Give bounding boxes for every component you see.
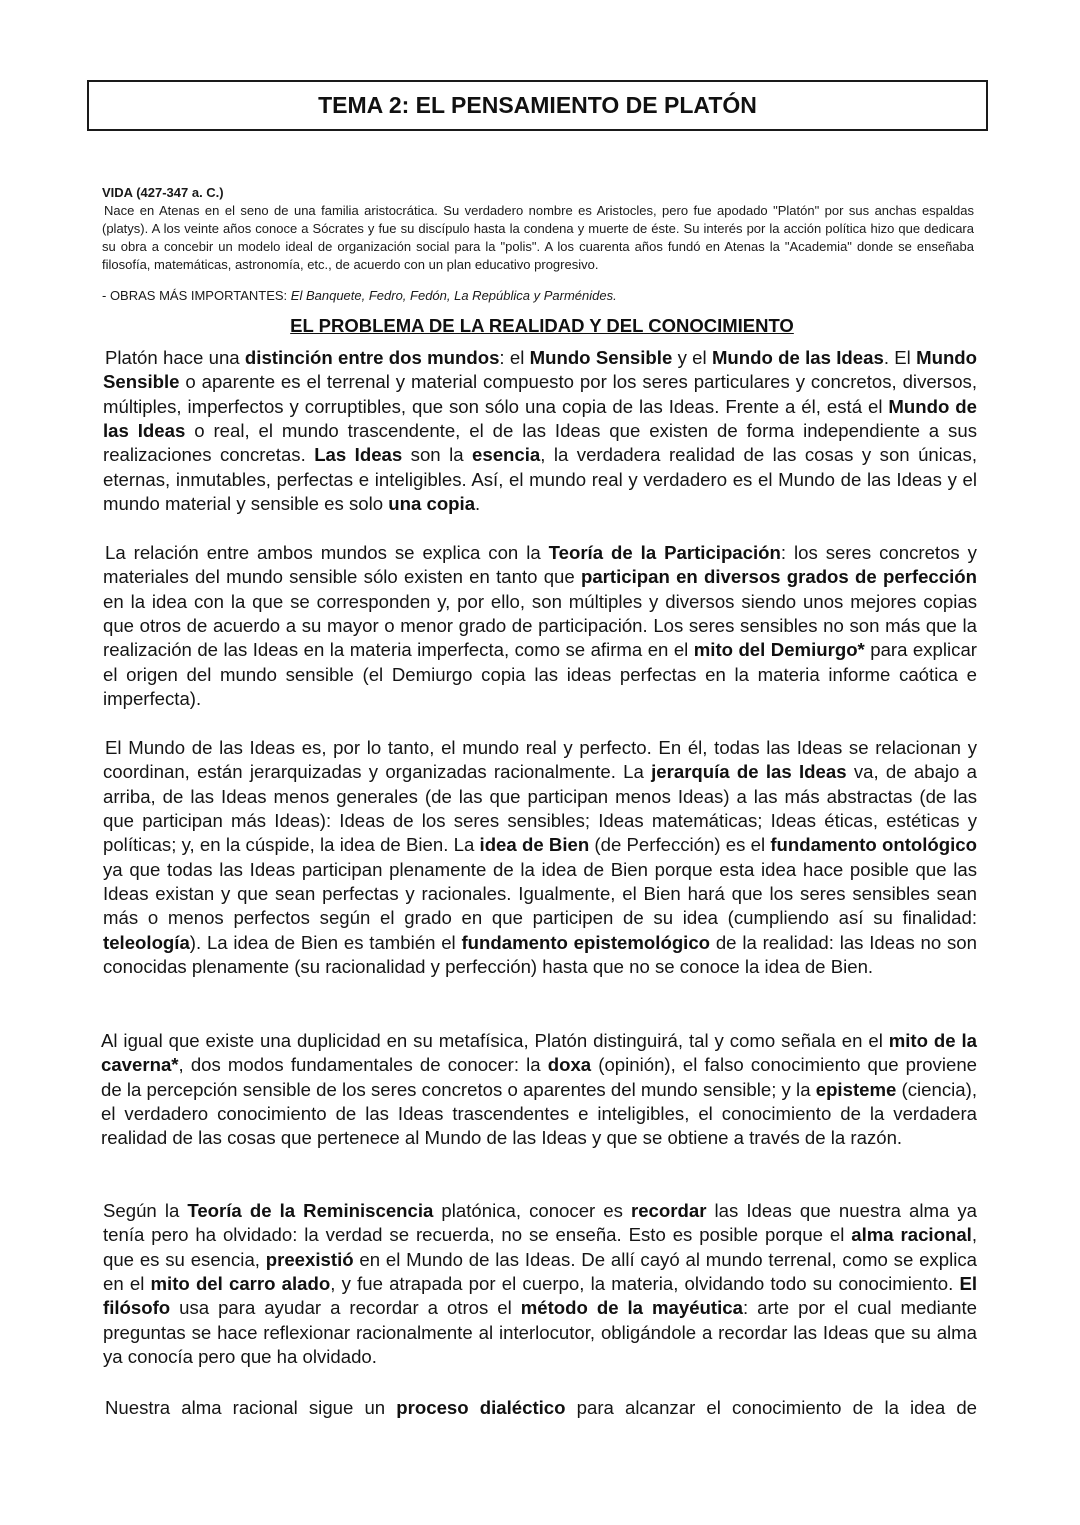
bold-term: esencia [472,444,541,466]
bold-term: Teoría de la Participación [548,542,781,563]
text-run: Al igual que existe una duplicidad en su metafísica, Platón distinguirá, tal y como señala en el [101,1030,889,1051]
text-run: para explicar el origen del mundo sensible (el Demiurgo copia las ideas perfectas en la materia informe caótica e imperfecta). [103,639,977,710]
vida-heading: VIDA (427-347 a. C.) [102,185,224,200]
bold-term: episteme [815,1078,897,1100]
text-run: . El [883,347,917,368]
text-run: en el Mundo de las Ideas. De allí cayó al mundo terrenal, como se explica en el [103,1248,977,1295]
text-run: La relación entre ambos mundos se explica con la [105,542,549,563]
bold-term: fundamento epistemológico [461,931,711,953]
text-run: o aparente es el terrenal y material compuesto por los seres particulares y concretos, diversos, múltiples, imperfectos y corruptibles, que son sólo una copia de las Ideas. Frente a él, está el [103,371,977,417]
bold-term: distinción entre dos mundos [244,347,500,368]
bold-term: Mundo Sensible [103,347,978,393]
paragraph-dos-mundos [103,346,977,516]
paragraph-dialectica [103,1396,977,1420]
text-run: : arte por el cual mediante preguntas se hace reflexionar racionalmente al interlocutor, obligándole a recordar las Ideas que su alma ya conocía pero que ha olvidado. [103,1297,977,1368]
bold-term: alma racional [851,1224,972,1246]
bold-term: recordar [630,1200,707,1221]
text-run: Según la [103,1200,188,1221]
text-run: (opinión), el falso conocimiento que proviene de la percepción sensible de los seres concretos o aparentes del mundo sensible; y la [101,1054,978,1100]
bold-term: doxa [547,1054,592,1076]
bold-term: fundamento ontológico [770,834,977,856]
text-run: va, de abajo a arriba, de las Ideas menos generales (de las que participan menos Ideas) a las más abstractas (de las que participan más Ideas): Ideas de los seres sensibles; Ideas matemáticas; Ideas éticas, estéticas y políticas; y, en la cúspide, la idea de Bien. La [103,761,977,856]
text-run: (de Perfección) es el [589,834,771,856]
bold-term: preexistió [265,1248,354,1270]
bold-term: El filósofo [103,1273,978,1319]
text-run: para alcanzar el conocimiento de la idea de [565,1397,978,1418]
text-run: El Mundo de las Ideas es, por lo tanto, el mundo real y perfecto. En él, todas las Ideas se relacionan y coordinan, están jerarquizadas y organizadas racionalmente. La [103,737,977,783]
text-run: y el [672,347,712,368]
bold-term: mito del Demiurgo* [693,639,865,661]
bold-term: Teoría de la Reminiscencia [187,1200,434,1221]
paragraph-doxa-episteme [101,1029,977,1151]
bold-term: Las Ideas [314,444,403,466]
bold-term: Mundo de las Ideas [103,395,977,442]
page-title: TEMA 2: EL PENSAMIENTO DE PLATÓN [318,92,757,118]
text-run: : los seres concretos y materiales del mundo sensible sólo existen en tanto que [103,542,977,588]
text-run: , dos modos fundamentales de conocer: la [178,1054,548,1076]
paragraph-participacion [103,541,977,711]
bold-term: Mundo Sensible [529,347,673,368]
bold-term: teleología [103,931,190,953]
bold-term: proceso dialéctico [396,1397,566,1418]
obras-label: - OBRAS MÁS IMPORTANTES: [102,288,291,303]
obras-works: El Banquete, Fedro, Fedón, La República y Parménides. [290,288,617,303]
bold-term: Mundo de las Ideas [711,347,884,368]
bold-term: método de la mayéutica [520,1297,743,1319]
section-title: EL PROBLEMA DE LA REALIDAD Y DEL CONOCIMIENTO [290,315,794,336]
text-run: (ciencia), el verdadero conocimiento de las Ideas trascendentes e inteligibles, el conocimiento de la verdadera realidad de las cosas que pertenece al Mundo de las Ideas y que se obtiene a través de la razón. [101,1078,977,1149]
text-run: son la [402,444,473,466]
text-run: en la idea con la que se corresponden y, por ello, son múltiples y diversos siendo unos mejores copias que otros de acuerdo a su mayor o menor grado de participación. Los seres sensibles no son más que la realización de las Ideas en la materia imperfecta, como se afirma en el [103,590,977,661]
title-box [87,80,988,131]
text-run: Platón hace una [105,347,245,368]
text-run: Nuestra alma racional sigue un [105,1397,397,1418]
text-run: , la verdadera realidad de las cosas y son únicas, eternas, inmutables, perfectas e inteligibles. Así, el mundo real y verdadero es el Mundo de las Ideas y el mundo material y sensible es solo [103,444,977,515]
text-run: platónica, conocer es [433,1200,631,1221]
text-run: , y fue atrapada por el cuerpo, la materia, olvidando todo su conocimiento. [330,1273,960,1295]
paragraph-reminiscencia [103,1199,977,1369]
text-run: ). La idea de Bien es también el [189,931,462,953]
text-run: usa para ayudar a recordar a otros el [170,1297,521,1319]
text-run: o real, el mundo trascendente, el de las Ideas que existen de forma independiente a sus realizaciones concretas. [103,420,977,466]
bold-term: jerarquía de las Ideas [651,761,847,783]
text-run: de la realidad: las Ideas no son conocidas plenamente (su racionalidad y perfección) hasta que no se conoce la idea de Bien. [103,931,977,978]
bold-term: mito del carro alado [150,1273,331,1295]
text-run: las Ideas que nuestra alma ya tenía pero ha olvidado: la verdad se recuerda, no se enseña. Esto es posible porque el [103,1200,978,1246]
bold-term: idea de Bien [479,834,590,856]
obras-line [102,287,982,305]
text-run: . [475,493,481,515]
bold-term: una copia [388,493,476,515]
bold-term: participan en diversos grados de perfección [580,566,977,588]
text-run: : el [499,347,530,368]
text-run: ya que todas las Ideas participan plenamente de la idea de Bien porque esta idea hace posible que las Ideas existan y que sean perfectas y racionales. Igualmente, el Bien hará que los seres sensibles sean más o menos perfectos según el grado en que participen de su idea (cumpliendo así su finalidad: [103,858,977,929]
paragraph-jerarquia-ideas [103,736,977,979]
bold-term: mito de la caverna* [101,1030,977,1076]
vida-body: Nace en Atenas en el seno de una familia aristocrática. Su verdadero nombre es Aristocles, pero fue apodado "Platón" por sus anchas espaldas (platys). A los veinte años conoce a Sócrates y fue su discípulo hasta la condena y muerte de éste. Su interés por la acción política hizo que dedicara su obra a concebir un modelo ideal de organización social para la "polis". A los cuarenta años fundó en Atenas la "Academia" donde se enseñaba filosofía, matemáticas, astronomía, etc., de acuerdo con un plan educativo progresivo. [102,203,974,272]
text-run: , que es su esencia, [103,1224,977,1270]
vida-section [102,184,974,274]
